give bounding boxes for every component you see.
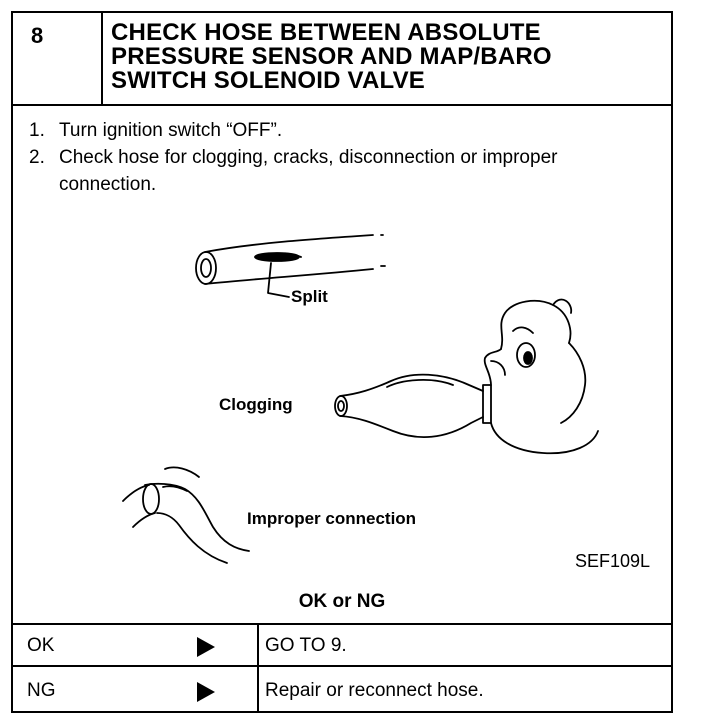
result-row-ok: [13, 623, 671, 665]
step-title-line: CHECK HOSE BETWEEN ABSOLUTE: [111, 19, 541, 46]
step-number: 8: [13, 13, 103, 104]
instruction-text: connection.: [59, 174, 157, 195]
arrow-right-icon: [197, 682, 215, 702]
arrow-right-icon: [197, 637, 215, 657]
result-header: OK or NG: [298, 591, 386, 612]
result-label: NG: [27, 680, 56, 701]
split-label: Split: [291, 287, 328, 306]
procedure-frame: [11, 11, 673, 713]
figure-code: SEF109L: [575, 551, 651, 571]
result-label: OK: [27, 635, 55, 656]
instruction-number: 1.: [29, 120, 45, 141]
row-divider: [257, 625, 259, 665]
clogging-label: Clogging: [219, 395, 293, 414]
result-action: GO TO 9.: [265, 635, 347, 656]
result-action: Repair or reconnect hose.: [265, 680, 484, 701]
instruction-text: Check hose for clogging, cracks, disconnection or improper: [59, 147, 558, 168]
row-divider: [257, 667, 259, 713]
instruction-number: 2.: [29, 147, 45, 168]
step-title-line: SWITCH SOLENOID VALVE: [111, 67, 425, 94]
step-title-line: PRESSURE SENSOR AND MAP/BARO: [111, 43, 552, 70]
improper-connection-label: Improper connection: [247, 509, 417, 528]
clogging-drawing: [335, 300, 598, 454]
instruction-text: Turn ignition switch “OFF”.: [59, 120, 283, 141]
improper-connection-drawing: [123, 467, 249, 563]
result-row-ng: [13, 665, 671, 713]
